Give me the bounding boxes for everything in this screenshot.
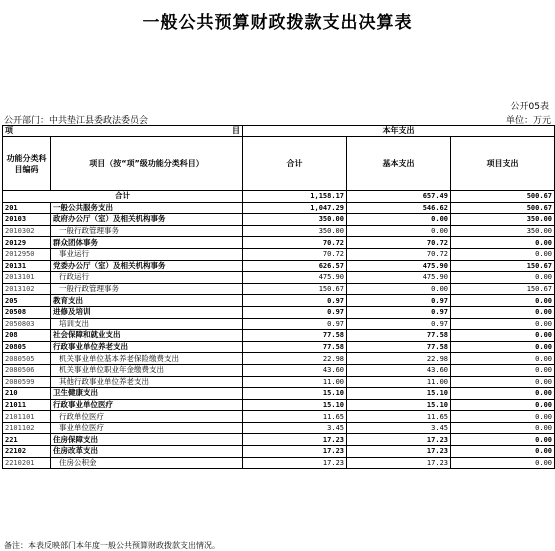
department-label: 公开部门：中共垫江县委政法委员会 xyxy=(4,116,149,126)
item-header-left: 项 xyxy=(5,126,13,135)
page-title: 一般公共预算财政拨款支出决算表 xyxy=(142,13,413,33)
row-basic: 70.72 xyxy=(347,248,451,260)
row-project: 0.00 xyxy=(451,422,555,434)
row-basic: 43.60 xyxy=(347,364,451,376)
row-project: 150.67 xyxy=(451,260,555,272)
project-header: 项目支出 xyxy=(451,137,555,191)
row-project: 0.00 xyxy=(451,353,555,365)
total-sum: 1,158.17 xyxy=(243,191,347,203)
row-basic: 0.00 xyxy=(347,214,451,226)
row-code: 2210201 xyxy=(3,457,51,469)
row-code: 210 xyxy=(3,388,51,400)
row-total: 70.72 xyxy=(243,237,347,249)
row-project: 0.00 xyxy=(451,411,555,423)
row-name: 行政运行 xyxy=(51,272,243,284)
row-name: 行政单位医疗 xyxy=(51,411,243,423)
row-basic: 3.45 xyxy=(347,422,451,434)
row-total: 15.10 xyxy=(243,399,347,411)
row-basic: 11.65 xyxy=(347,411,451,423)
row-basic: 475.90 xyxy=(347,260,451,272)
row-code: 201 xyxy=(3,202,51,214)
row-basic: 17.23 xyxy=(347,446,451,458)
row-total: 77.58 xyxy=(243,330,347,342)
total-project: 500.67 xyxy=(451,191,555,203)
row-code: 20805 xyxy=(3,341,51,353)
row-project: 0.00 xyxy=(451,272,555,284)
row-project: 0.00 xyxy=(451,248,555,260)
row-code: 208 xyxy=(3,330,51,342)
row-basic: 70.72 xyxy=(347,237,451,249)
row-project: 0.00 xyxy=(451,306,555,318)
table-row xyxy=(3,248,555,260)
row-total: 15.10 xyxy=(243,388,347,400)
table-row xyxy=(3,341,555,353)
row-basic: 17.23 xyxy=(347,434,451,446)
row-total: 475.90 xyxy=(243,272,347,284)
row-name: 党委办公厅（室）及相关机构事务 xyxy=(51,260,243,272)
total-row xyxy=(3,191,555,203)
row-total: 150.67 xyxy=(243,283,347,295)
row-project: 0.00 xyxy=(451,388,555,400)
table-row xyxy=(3,295,555,307)
item-header xyxy=(3,126,243,137)
row-basic: 0.00 xyxy=(347,283,451,295)
table-row xyxy=(3,457,555,469)
row-code: 2101101 xyxy=(3,411,51,423)
row-code: 20103 xyxy=(3,214,51,226)
table-row xyxy=(3,364,555,376)
row-basic: 77.58 xyxy=(347,341,451,353)
form-number: 公开05表 xyxy=(510,102,549,112)
row-code: 22102 xyxy=(3,446,51,458)
table-row xyxy=(3,330,555,342)
row-project: 0.00 xyxy=(451,295,555,307)
row-name: 政府办公厅（室）及相关机构事务 xyxy=(51,214,243,226)
row-total: 626.57 xyxy=(243,260,347,272)
row-total: 11.00 xyxy=(243,376,347,388)
row-code: 2010302 xyxy=(3,225,51,237)
row-total: 350.00 xyxy=(243,225,347,237)
row-basic: 15.10 xyxy=(347,388,451,400)
row-total: 350.00 xyxy=(243,214,347,226)
row-code: 2013101 xyxy=(3,272,51,284)
row-basic: 475.90 xyxy=(347,272,451,284)
row-name: 进修及培训 xyxy=(51,306,243,318)
expenditure-table xyxy=(2,125,555,469)
row-name: 事业运行 xyxy=(51,248,243,260)
row-code: 205 xyxy=(3,295,51,307)
row-name: 一般公共服务支出 xyxy=(51,202,243,214)
row-name: 卫生健康支出 xyxy=(51,388,243,400)
row-name: 一般行政管理事务 xyxy=(51,283,243,295)
row-code: 20508 xyxy=(3,306,51,318)
row-code: 2080599 xyxy=(3,376,51,388)
row-code: 2080505 xyxy=(3,353,51,365)
row-name: 教育支出 xyxy=(51,295,243,307)
table-row xyxy=(3,318,555,330)
row-project: 0.00 xyxy=(451,446,555,458)
row-basic: 546.62 xyxy=(347,202,451,214)
row-total: 43.60 xyxy=(243,364,347,376)
row-basic: 22.98 xyxy=(347,353,451,365)
table-row xyxy=(3,214,555,226)
row-code: 2013102 xyxy=(3,283,51,295)
row-code: 221 xyxy=(3,434,51,446)
row-project: 0.00 xyxy=(451,399,555,411)
row-basic: 0.97 xyxy=(347,318,451,330)
row-code: 2050803 xyxy=(3,318,51,330)
row-project: 0.00 xyxy=(451,341,555,353)
row-basic: 17.23 xyxy=(347,457,451,469)
row-project: 350.00 xyxy=(451,225,555,237)
row-basic: 11.00 xyxy=(347,376,451,388)
row-name: 其他行政事业单位养老支出 xyxy=(51,376,243,388)
row-total: 22.98 xyxy=(243,353,347,365)
table-row xyxy=(3,376,555,388)
row-project: 0.00 xyxy=(451,434,555,446)
row-name: 住房公积金 xyxy=(51,457,243,469)
row-basic: 77.58 xyxy=(347,330,451,342)
row-name: 一般行政管理事务 xyxy=(51,225,243,237)
table-row xyxy=(3,422,555,434)
row-project: 150.67 xyxy=(451,283,555,295)
unit-label: 单位：万元 xyxy=(505,116,551,126)
row-name: 群众团体事务 xyxy=(51,237,243,249)
row-project: 0.00 xyxy=(451,318,555,330)
table-row xyxy=(3,353,555,365)
table-row xyxy=(3,202,555,214)
row-name: 行政事业单位医疗 xyxy=(51,399,243,411)
row-total: 17.23 xyxy=(243,446,347,458)
row-basic: 15.10 xyxy=(347,399,451,411)
row-name: 机关事业单位基本养老保险缴费支出 xyxy=(51,353,243,365)
row-name: 事业单位医疗 xyxy=(51,422,243,434)
footnote: 备注：本表反映部门本年度一般公共预算财政拨款支出情况。 xyxy=(4,541,220,550)
row-project: 0.00 xyxy=(451,376,555,388)
row-code: 2080506 xyxy=(3,364,51,376)
table-row xyxy=(3,411,555,423)
name-header: 项目（按“项”级功能分类科目） xyxy=(51,137,243,191)
row-basic: 0.97 xyxy=(347,306,451,318)
row-total: 17.23 xyxy=(243,434,347,446)
row-total: 0.97 xyxy=(243,306,347,318)
row-code: 20129 xyxy=(3,237,51,249)
table-row xyxy=(3,260,555,272)
table-row xyxy=(3,434,555,446)
row-code: 2012950 xyxy=(3,248,51,260)
row-total: 3.45 xyxy=(243,422,347,434)
basic-header: 基本支出 xyxy=(347,137,451,191)
table-row xyxy=(3,225,555,237)
row-code: 21011 xyxy=(3,399,51,411)
row-total: 77.58 xyxy=(243,341,347,353)
row-project: 500.67 xyxy=(451,202,555,214)
row-total: 1,047.29 xyxy=(243,202,347,214)
row-project: 0.00 xyxy=(451,237,555,249)
row-name: 培训支出 xyxy=(51,318,243,330)
row-total: 70.72 xyxy=(243,248,347,260)
row-basic: 0.00 xyxy=(347,225,451,237)
row-project: 0.00 xyxy=(451,330,555,342)
year-expense-header: 本年支出 xyxy=(243,126,555,137)
row-basic: 0.97 xyxy=(347,295,451,307)
row-total: 11.65 xyxy=(243,411,347,423)
row-total: 0.97 xyxy=(243,295,347,307)
row-name: 社会保障和就业支出 xyxy=(51,330,243,342)
code-header: 功能分类科目编码 xyxy=(3,137,51,191)
table-row xyxy=(3,446,555,458)
row-name: 行政事业单位养老支出 xyxy=(51,341,243,353)
row-total: 0.97 xyxy=(243,318,347,330)
row-code: 2101102 xyxy=(3,422,51,434)
row-project: 350.00 xyxy=(451,214,555,226)
total-header: 合计 xyxy=(243,137,347,191)
row-name: 住房改革支出 xyxy=(51,446,243,458)
table-row xyxy=(3,388,555,400)
table-row xyxy=(3,272,555,284)
row-project: 0.00 xyxy=(451,457,555,469)
row-code: 20131 xyxy=(3,260,51,272)
total-basic: 657.49 xyxy=(347,191,451,203)
table-row xyxy=(3,306,555,318)
table-row xyxy=(3,283,555,295)
row-project: 0.00 xyxy=(451,364,555,376)
total-label: 合计 xyxy=(3,191,243,203)
table-row xyxy=(3,237,555,249)
table-row xyxy=(3,399,555,411)
row-name: 住房保障支出 xyxy=(51,434,243,446)
item-header-right: 目 xyxy=(232,126,240,135)
row-name: 机关事业单位职业年金缴费支出 xyxy=(51,364,243,376)
row-total: 17.23 xyxy=(243,457,347,469)
